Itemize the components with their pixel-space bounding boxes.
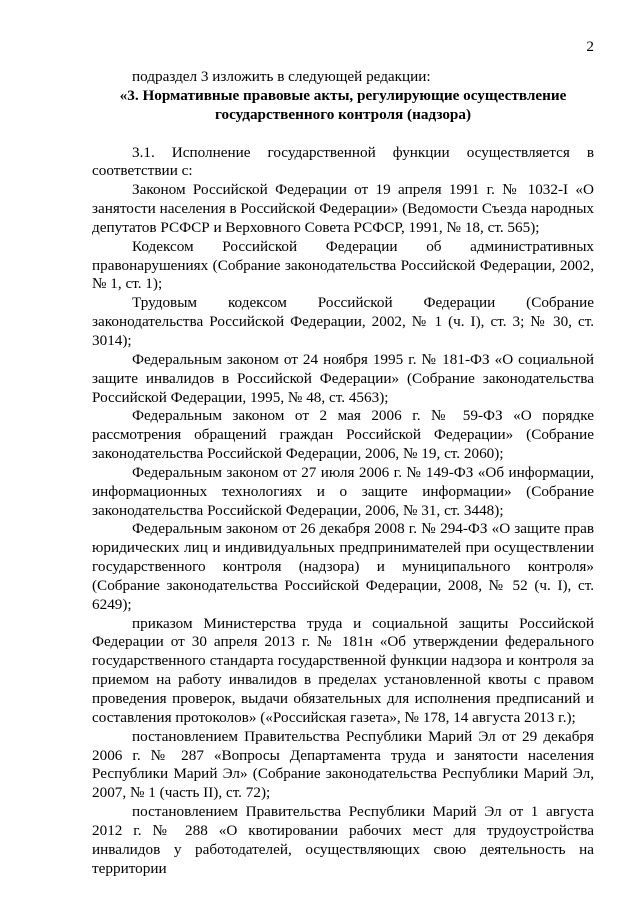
paragraph: Кодексом Российской Федерации об административных правонарушениях (Собрание законодательства Российской Федерации, 2002, № 1, ст. 1); (92, 237, 594, 293)
paragraph: Федеральным законом от 27 июля 2006 г. № 149-ФЗ «Об информации, информационных технологиях и о защите информации» (Собрание законодательства Российской Федерации, 2006, № 31, ст. 3448); (92, 463, 594, 519)
section-heading (92, 87, 594, 125)
intro-text: подраздел 3 изложить в следующей редакции: (132, 68, 431, 85)
page-number: 2 (586, 38, 594, 55)
paragraph: постановлением Правительства Республики Марий Эл от 1 августа 2012 г. № 288 «О квотировании рабочих мест для трудоустройства инвалидов у работодателей, осуществляющих свою деятельность на территории (92, 803, 594, 877)
paragraph: 3.1. Исполнение государственной функции осуществляется в соответствии с: (92, 143, 594, 180)
paragraph: приказом Министерства труда и социальной защиты Российской Федерации от 30 апреля 2013 г. № 181н «Об утверждении федерального государственного стандарта государственной функции надзора и контроля за приемом на работу инвалидов в пределах установленной квоты с правом проведения проверок, выдачи обязательных для исполнения предписаний и составления протоколов» («Российская газета», № 178, 14 августа 2013 г.); (92, 614, 594, 726)
paragraph: Федеральным законом от 26 декабря 2008 г. № 294-ФЗ «О защите прав юридических лиц и индивидуальных предпринимателей при осуществлении государственного контроля (надзора) и муниципального контроля» (Собрание законодательства Российской Федерации, 2008, № 52 (ч. I), ст. 6249); (92, 520, 594, 613)
paragraph: Трудовым кодексом Российской Федерации (Собрание законодательства Российской Федерации, 2002, № 1 (ч. I), ст. 3; № 30, ст. 3014); (92, 294, 594, 349)
section-heading-line-1: «3. Нормативные правовые акты, регулирующие осуществление (119, 86, 567, 104)
paragraph: Законом Российской Федерации от 19 апреля 1991 г. № 1032-I «О занятости населения в Российской Федерации» (Ведомости Съезда народных депутатов РСФСР и Верховного Совета РСФСР, 1991, № 18, ст. 565); (92, 181, 595, 236)
document-body (92, 68, 594, 878)
section-heading-line-2: государственного контроля (надзора) (214, 105, 472, 123)
paragraph: Федеральным законом от 24 ноября 1995 г. № 181-ФЗ «О социальной защите инвалидов в Российской Федерации» (Собрание законодательства Российской Федерации, 1995, № 48, ст. 4563); (92, 350, 594, 406)
paragraph: Федеральным законом от 2 мая 2006 г. № 59-ФЗ «О порядке рассмотрения обращений граждан Российской Федерации» (Собрание законодательства Российской Федерации, 2006, № 19, ст. 2060); (92, 407, 594, 463)
paragraph: постановлением Правительства Республики Марий Эл от 29 декабря 2006 г. № 287 «Вопросы Департамента труда и занятости населения Республики Марий Эл» (Собрание законодательства Республики Марий Эл, 2007, № 1 (часть II), ст. 72); (92, 727, 594, 802)
